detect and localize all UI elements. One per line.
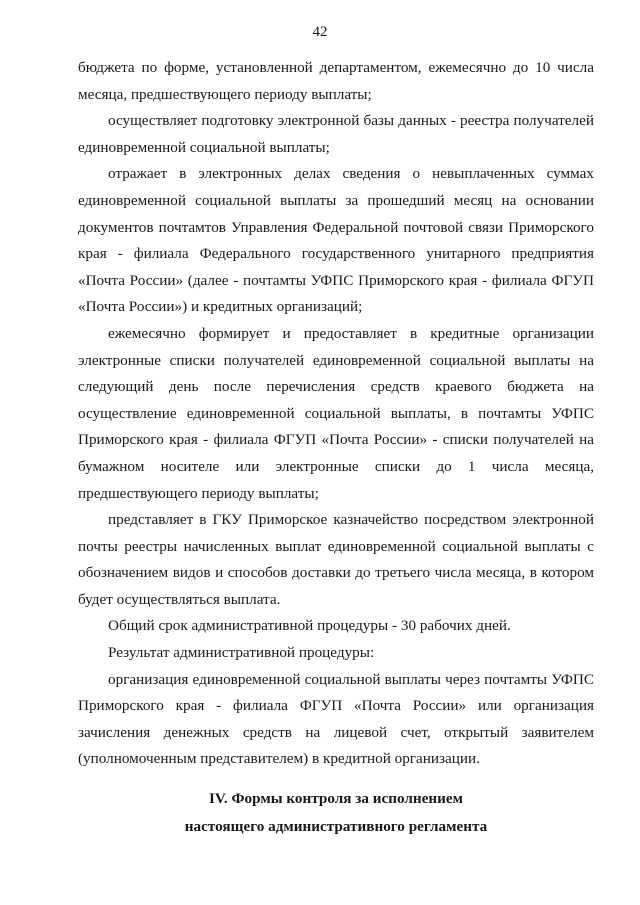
- paragraph: отражает в электронных делах сведения о невыплаченных суммах единовременной социальной выплаты за прошедший месяц на основании документов почтамтов Управления Федеральной почтовой связи Приморского края - филиала Федерального государственного унитарного предприятия «Почта России» (далее - почтамты УФПС Приморского края - филиала ФГУП «Почта России») и кредитных организаций;: [78, 165, 594, 316]
- paragraph: осуществляет подготовку электронной базы данных - реестра получателей единовременной социальной выплаты;: [78, 112, 594, 156]
- section-heading-line: настоящего административного регламента: [184, 818, 488, 835]
- section-heading-line: IV. Формы контроля за исполнением: [208, 790, 463, 807]
- paragraph: организация единовременной социальной выплаты через почтамты УФПС Приморского края - филиала ФГУП «Почта России» или организация зачисления денежных средств на лицевой счет, открытый заявителем (уполномоченным представителем) в кредитной организации.: [78, 670, 594, 768]
- paragraph: представляет в ГКУ Приморское казначейство посредством электронной почты реестры начисленных выплат единовременной социальной выплаты с обозначением видов и способов доставки до третьего числа месяца, в котором будет осуществляться выплата.: [78, 511, 594, 608]
- document-body: [78, 55, 594, 773]
- page-number: 42: [312, 24, 328, 40]
- paragraph: ежемесячно формирует и предоставляет в кредитные организации электронные списки получателей единовременной социальной выплаты на следующий день после перечисления средств краевого бюджета на осуществление единовременной социальной выплаты, в почтамты УФПС Приморского края - филиала ФГУП «Почта России» - списки получателей на бумажном носителе или электронные списки до 1 числа месяца, предшествующего периоду выплаты;: [78, 324, 594, 502]
- paragraph: бюджета по форме, установленной департаментом, ежемесячно до 10 числа месяца, предшествующего периоду выплаты;: [78, 59, 594, 103]
- paragraph: Результат административной процедуры:: [108, 644, 375, 662]
- section-heading: [78, 785, 594, 841]
- paragraph: Общий срок административной процедуры - 30 рабочих дней.: [108, 617, 511, 635]
